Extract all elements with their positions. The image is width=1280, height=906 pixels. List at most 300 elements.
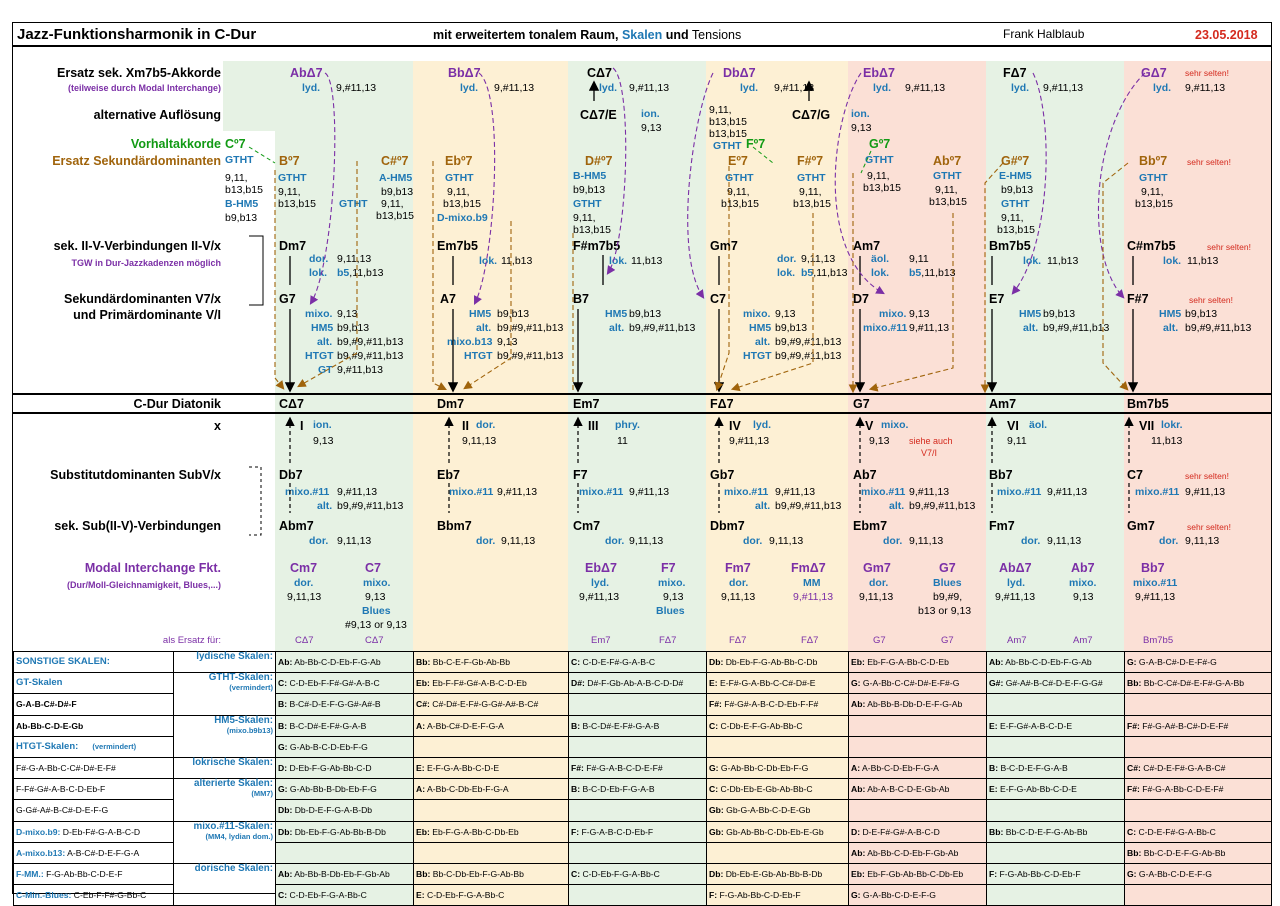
c5-mi1: Gm7 <box>863 561 891 575</box>
scale-cell: F#: F#-G#-A-B-C-D-Eb-F-F# <box>707 694 849 715</box>
c1-subv-alt: alt. <box>317 500 333 512</box>
c4-fsdim: F#º7 <box>797 154 824 168</box>
c7-subii: Gm7 <box>1127 519 1155 533</box>
scale-cell: C: C-D-E-F#-G-A-B-C <box>569 652 707 673</box>
c5-xm: EbΔ7 <box>863 66 895 80</box>
scale-cell: Gb: Gb-Ab-Bb-C-Db-Eb-E-Gb <box>707 821 849 842</box>
scale-cell <box>1125 800 1272 821</box>
c2-ext1: 9,11, <box>447 186 470 198</box>
c3-subv-ext: 9,#11,13 <box>629 486 670 498</box>
scale-row <box>14 715 1272 736</box>
c5-11b13: 11,b13 <box>924 267 956 279</box>
scale-cell: D: D-Eb-F-G-Ab-Bb-C-D <box>276 757 414 778</box>
c7-mi1-mixo: mixo.#11 <box>1133 577 1178 589</box>
sonstige-cell: HTGT-Skalen: (vermindert) <box>14 736 174 757</box>
c7-subii-ext: 9,11,13 <box>1185 535 1220 547</box>
scale-cell: Ab: Ab-Bb-C-D-Eb-F-Gb-Ab <box>849 842 987 863</box>
scale-cell <box>569 885 707 906</box>
c1-mi1: Cm7 <box>290 561 318 575</box>
c6-ii: Bm7b5 <box>989 239 1031 253</box>
c5-subv-mixo: mixo.#11 <box>861 486 906 498</box>
c5-subii-dor: dor. <box>883 535 903 547</box>
c5-mixo: mixo. <box>881 419 909 431</box>
page-title: Jazz-Funktionsharmonik in C-Dur <box>17 26 257 43</box>
c5-dia: G7 <box>853 397 870 411</box>
c3-mi2-blues: Blues <box>656 605 685 617</box>
c7-v-alt-ext: b9,#9,#11,b13 <box>1185 322 1252 334</box>
scale-cell <box>707 842 849 863</box>
label-iiv: sek. II-V-Verbindungen II-V/x <box>53 239 221 253</box>
scale-cell <box>569 800 707 821</box>
sonstige-cell: F-MM.: F-G-Ab-Bb-C-D-E-F <box>14 863 174 884</box>
scale-cell: G: G-A-Bb-C-D-E-F-G <box>1125 863 1272 884</box>
c6-dia: Am7 <box>989 397 1017 411</box>
c6-xm-lyd: lyd. <box>1011 82 1030 94</box>
c3-b9b13: b9,b13 <box>573 184 606 196</box>
scale-cell: C: C-Db-Eb-E-Gb-Ab-Bb-C <box>707 779 849 800</box>
c7-mi1: Bb7 <box>1141 561 1165 575</box>
c1-v-htgt-ext: b9,#9,#11,b13 <box>337 350 404 362</box>
scale-cell <box>707 736 849 757</box>
c7-subv: C7 <box>1127 468 1143 482</box>
c3-roman: III <box>588 419 599 433</box>
scale-cell: B: B-C-D#-E-F#-G-A-B <box>276 715 414 736</box>
c2-v-htgt-ext: b9,#9,#11,b13 <box>497 350 564 362</box>
c7-subv-mixo: mixo.#11 <box>1135 486 1180 498</box>
c5-ii-ext: 9,11 <box>909 253 929 265</box>
c7-xm: GΔ7 <box>1141 66 1167 80</box>
c7-v-sehr: sehr selten! <box>1189 295 1233 305</box>
scale-cell: B: B-C-D-Eb-F-G-A-B <box>569 779 707 800</box>
c5-ii-lok-ext: b5,11,b13 <box>909 267 956 279</box>
scale-cell: E: E-F#-G-A-Bb-C-C#-D#-E <box>707 673 849 694</box>
bracket-lines <box>249 236 263 535</box>
c5-g-ext1: 9,11, <box>867 170 890 182</box>
c2-gtht: GTHT <box>445 172 474 184</box>
c1-vorhalt: Cº7 <box>225 137 246 151</box>
scale-cell: Bb: Bb-C-D-E-F-G-Ab-Bb <box>987 821 1125 842</box>
c7-v-hm5: HM5 <box>1159 308 1182 320</box>
c3-subii-dor: dor. <box>605 535 625 547</box>
c2-v-hm5-ext: b9,b13 <box>497 308 530 320</box>
dominant-arrows <box>290 83 1133 390</box>
c4-ii-dor: dor. <box>777 253 797 265</box>
c5-g-ext2: b13,b15 <box>863 182 901 194</box>
c7-v: F#7 <box>1127 292 1149 306</box>
scale-cell: G: G-Ab-Bb-C-Db-Eb-F-G <box>707 757 849 778</box>
c4-b5: b5 <box>801 267 814 279</box>
scale-cell: G: G-Ab-B-C-D-Eb-F-G <box>276 736 414 757</box>
c2-ii-lok: lok. <box>479 255 498 267</box>
c4-dia: FΔ7 <box>710 397 734 411</box>
scale-cell: Bb: Bb-C-D-E-F-G-Ab-Bb <box>1125 842 1272 863</box>
scale-type-cell: dorische Skalen: <box>174 863 276 905</box>
c3-mi1: EbΔ7 <box>585 561 617 575</box>
c5-siehe1: siehe auch <box>909 436 953 446</box>
c5-subv: Ab7 <box>853 468 877 482</box>
c7-subii-sehr: sehr selten! <box>1187 522 1231 532</box>
label-ersatz-note: (teilweise durch Modal Interchange) <box>67 83 221 93</box>
c5-mi1-dor: dor. <box>869 577 889 589</box>
c6-roman: VI <box>1007 419 1019 433</box>
c3-mi1-lyd: lyd. <box>591 577 610 589</box>
c5-v-mixos11-ext: 9,#11,13 <box>909 322 950 334</box>
scale-row <box>14 779 1272 800</box>
c7-v-hm5-ext: b9,b13 <box>1185 308 1218 320</box>
c3-ii-lok: lok. <box>609 255 628 267</box>
c3-gtht: GTHT <box>573 198 602 210</box>
c6-gsdim: G#º7 <box>1001 154 1030 168</box>
c4-alt-c: b13,b15 <box>709 128 747 140</box>
c3-v-alt: alt. <box>609 322 625 334</box>
scale-cell: E: E-F-G-A-Bb-C-D-E <box>414 757 569 778</box>
c3-mi1-ext: 9,#11,13 <box>579 591 620 603</box>
ersatz-arrows <box>311 68 1145 303</box>
c2-subii: Bbm7 <box>437 519 472 533</box>
c4-mi1-dor: dor. <box>729 577 749 589</box>
scale-cell: F#: F#-G-A-Bb-C-D-E-F# <box>1125 779 1272 800</box>
c1-mi2-mixo: mixo. <box>363 577 391 589</box>
c2-roman: II <box>462 419 469 433</box>
c5-ii-lok: lok. <box>871 267 890 279</box>
scales-table <box>13 651 1272 906</box>
c1-subii-dor: dor. <box>309 535 329 547</box>
scale-cell: F#: F#-G-A#-B-C#-D-E-F# <box>1125 715 1272 736</box>
c1-xm-ext: 9,#11,13 <box>336 82 377 94</box>
c5-subii: Ebm7 <box>853 519 888 533</box>
scale-cell: C#: C#-D#-E-F#-G-G#-A#-B-C# <box>414 694 569 715</box>
c4-subv-alt: alt. <box>755 500 771 512</box>
label-ersatz-sd: Ersatz Sekundärdominanten <box>52 154 221 168</box>
c7-subii-dor: dor. <box>1159 535 1179 547</box>
c4-fs-gtht: GTHT <box>797 172 826 184</box>
scale-cell <box>569 842 707 863</box>
c4-v-htgt-ext: b9,#9,#11,b13 <box>775 350 842 362</box>
c4-e-gtht: GTHT <box>725 172 754 184</box>
c5-abdim: Abº7 <box>933 154 962 168</box>
c4-subv-ext: 9,#11,13 <box>775 486 816 498</box>
scale-cell: B: B-C-D#-E-F#-G-A-B <box>569 715 707 736</box>
c4-xm-lyd: lyd. <box>740 82 759 94</box>
scale-cell: E: C-D-Eb-F-G-A-Bb-C <box>414 885 569 906</box>
c3-alt-ion: ion. <box>641 108 660 120</box>
c6-mi1-ext: 9,#11,13 <box>995 591 1036 603</box>
c7-xm-lyd: lyd. <box>1153 82 1172 94</box>
c5-siehe2: V7/I <box>921 448 938 458</box>
c7-lokr-ext: 11,b13 <box>1151 435 1183 447</box>
scale-cell: G: G-A-Bb-C-C#-D#-E-F#-G <box>849 673 987 694</box>
scale-cell <box>276 842 414 863</box>
c4-ii-lok: lok. <box>777 267 796 279</box>
scale-cell <box>1125 885 1272 906</box>
label-ersatz: Ersatz sek. Xm7b5-Akkorde <box>57 66 221 80</box>
scale-cell: Db: Db-Eb-E-Gb-Ab-Bb-B-Db <box>707 863 849 884</box>
scale-cell: A: A-Bb-C#-D-E-F-G-A <box>414 715 569 736</box>
c1-e1: CΔ7 <box>295 635 314 646</box>
c4-v-hm5: HM5 <box>749 322 772 334</box>
c3-subii: Cm7 <box>573 519 601 533</box>
c1-mi2-blues: Blues <box>362 605 391 617</box>
c7-gtht: GTHT <box>1139 172 1168 184</box>
scale-cell <box>987 842 1125 863</box>
scale-row <box>14 757 1272 778</box>
c7-dia: Bm7b5 <box>1127 397 1169 411</box>
scale-cell <box>849 800 987 821</box>
scale-cell: Bb: Bb-C-C#-D#-E-F#-G-A-Bb <box>1125 673 1272 694</box>
c6-xm-ext: 9,#11,13 <box>1043 82 1084 94</box>
label-mi: Modal Interchange Fkt. <box>84 561 221 575</box>
scale-type-cell: GTHT-Skalen: (vermindert) <box>174 673 276 715</box>
scale-cell: Eb: Eb-F-G-A-Bb-C-D-Eb <box>849 652 987 673</box>
scale-type-cell: lydische Skalen: <box>174 652 276 673</box>
c5-mi2-blues: Blues <box>933 577 962 589</box>
c4-subii-dor: dor. <box>743 535 763 547</box>
c6-v-alt-ext: b9,#9,#11,b13 <box>1043 322 1110 334</box>
c5-ab-ext1: 9,11, <box>935 184 958 196</box>
scale-cell: A: A-Bb-C-D-Eb-F-G-A <box>849 757 987 778</box>
c4-v-mixo-ext: 9,13 <box>775 308 796 320</box>
label-mi-note: (Dur/Moll-Gleichnamigkeit, Blues,...) <box>66 580 221 590</box>
c1-ion: ion. <box>313 419 332 431</box>
scale-type-cell: lokrische Skalen: <box>174 757 276 778</box>
c4-fs-ext2: b13,b15 <box>793 198 831 210</box>
c2-csdim: C#º7 <box>381 154 409 168</box>
subtitle-skalen: Skalen <box>621 28 663 42</box>
vorhalt-arrows <box>249 147 871 173</box>
scale-cell: Ab: Ab-Bb-C-D-Eb-F-G-Ab <box>276 652 414 673</box>
c2-subii-dor: dor. <box>476 535 496 547</box>
c4-alt-a: 9,11, <box>709 104 732 116</box>
label-alt-aufl: alternative Auflösung <box>93 108 221 122</box>
c0-gtht: GTHT <box>225 154 254 166</box>
c5-v: D7 <box>853 292 869 306</box>
c4-edim: Eº7 <box>728 154 748 168</box>
scale-cell: Bb: Bb-C-Db-Eb-F-G-Ab-Bb <box>414 863 569 884</box>
scale-cell: C: C-D-E-F#-G-A-Bb-C <box>1125 821 1272 842</box>
c5-xm-ext: 9,#11,13 <box>905 82 946 94</box>
scale-cell <box>414 800 569 821</box>
c6-v-hm5-ext: b9,b13 <box>1043 308 1076 320</box>
c7-xm-sehr: sehr selten! <box>1185 68 1229 78</box>
c4-fs-ext1: 9,11, <box>799 186 822 198</box>
c4-subii: Dbm7 <box>710 519 745 533</box>
c4-mi2-mm: MM <box>803 577 821 589</box>
c2-v-alt-ext: b9,#9,#11,b13 <box>497 322 564 334</box>
sonstige-cell: GT-Skalen <box>14 673 174 694</box>
c3-v: B7 <box>573 292 589 306</box>
c4-ii: Gm7 <box>710 239 738 253</box>
sonstige-cell: Ab-Bb-C-D-E-Gb <box>14 715 174 736</box>
c1-subv: Db7 <box>279 468 303 482</box>
c4-alt-b: b13,b15 <box>709 116 747 128</box>
c5-mi2: G7 <box>939 561 956 575</box>
c4-mi2: FmΔ7 <box>791 561 826 575</box>
sonstige-cell: C-Min.-Blues: C-Eb-F-F#-G-Bb-C <box>14 885 174 906</box>
c6-ii-lok: lok. <box>1023 255 1042 267</box>
c1-subii-ext: 9,11,13 <box>337 535 372 547</box>
scale-cell: G#: G#-A#-B-C#-D-E-F-G-G# <box>987 673 1125 694</box>
c1-v: G7 <box>279 292 296 306</box>
c1-v-alt-ext: b9,#9,#11,b13 <box>337 336 404 348</box>
c1-ext2: b13,b15 <box>278 198 316 210</box>
c7-lokr: lokr. <box>1161 419 1183 431</box>
c1-roman: I <box>300 419 304 433</box>
c5-mi1-ext: 9,11,13 <box>859 591 894 603</box>
c7-bbdim: Bbº7 <box>1139 154 1168 168</box>
c5-ion: ion. <box>851 108 870 120</box>
c2-v-htgt: HTGT <box>464 350 493 362</box>
c2-ext2: b13,b15 <box>443 198 481 210</box>
scale-cell: C: C-D-Eb-F-G-A-Bb-C <box>276 885 414 906</box>
c6-ext1: 9,11, <box>1001 212 1024 224</box>
c0-ext1: 9,11, <box>225 172 248 184</box>
scale-cell: F#: F#-G-A-B-C-D-E-F# <box>569 757 707 778</box>
c1-b5: b5 <box>337 267 350 279</box>
sonstige-cell: G-A-B-C#-D#-F <box>14 694 174 715</box>
c1-mi2: C7 <box>365 561 381 575</box>
c1-dia: CΔ7 <box>279 397 304 411</box>
c4-subv: Gb7 <box>710 468 735 482</box>
c5-ii-aeol: äol. <box>871 253 890 265</box>
c1-ii-lok: lok. <box>309 267 328 279</box>
c6-subv-mixo: mixo.#11 <box>997 486 1042 498</box>
scales-table-body <box>14 652 1272 906</box>
scale-cell: Ab: Ab-Bb-C-D-Eb-F-G-Ab <box>987 652 1125 673</box>
c5-v-mixos11: mixo.#11 <box>863 322 908 334</box>
scale-cell <box>849 715 987 736</box>
scale-cell: C#: C#-D-E-F#-G-A-B-C# <box>1125 757 1272 778</box>
scale-cell <box>569 694 707 715</box>
c4-f7: Fº7 <box>746 137 766 151</box>
c3-dia: Em7 <box>573 397 600 411</box>
label-tgw: TGW in Dur-Jazzkadenzen möglich <box>71 258 221 268</box>
ersatzsd-arrows <box>275 161 1128 391</box>
function-arrows <box>13 23 1271 651</box>
c6-ehm5: E-HM5 <box>999 170 1032 182</box>
scale-cell: G: G-Ab-Bb-B-Db-Eb-F-G <box>276 779 414 800</box>
c7-e1: Bm7b5 <box>1143 635 1174 646</box>
c6-mi1-lyd: lyd. <box>1007 577 1026 589</box>
c6-mi2-mixo: mixo. <box>1069 577 1097 589</box>
scale-type-cell: alterierte Skalen: (MM7) <box>174 779 276 821</box>
c5-ion-ext: 9,13 <box>851 122 872 134</box>
c1-subv-ext: 9,#11,13 <box>337 486 378 498</box>
c7-ext1: 9,11, <box>1141 186 1164 198</box>
scale-cell: A: A-Bb-C-Db-Eb-F-G-A <box>414 779 569 800</box>
c1-mi1-ext: 9,11,13 <box>287 591 322 603</box>
c5-v-mixo-ext: 9,13 <box>909 308 930 320</box>
scale-cell: Ab: Ab-Bb-B-Db-Eb-F-Gb-Ab <box>276 863 414 884</box>
c3-subii-ext: 9,11,13 <box>629 535 664 547</box>
label-subiiv: sek. Sub(II-V)-Verbindungen <box>54 519 221 533</box>
c1-xm-lyd: lyd. <box>302 82 321 94</box>
subv-arrows <box>290 419 1129 513</box>
c0-bhm5: B-HM5 <box>225 198 259 210</box>
scale-cell: C: C-Db-E-F-G-Ab-Bb-C <box>707 715 849 736</box>
sonstige-cell: F#-G-A-Bb-C-C#-D#-E-F# <box>14 757 174 778</box>
c2-xm-lyd: lyd. <box>460 82 479 94</box>
c2-c-ext2: b13,b15 <box>376 210 414 222</box>
c3-v-alt-ext: b9,#9,#11,b13 <box>629 322 696 334</box>
c1-v-hm5-ext: b9,b13 <box>337 322 370 334</box>
c3-v-hm5-ext: b9,b13 <box>629 308 662 320</box>
c3-xm-lyd: lyd. <box>599 82 618 94</box>
c5-mi2-a: b9,#9, <box>933 591 963 603</box>
c6-subii: Fm7 <box>989 519 1015 533</box>
c1-subv-alt-ext: b9,#9,#11,b13 <box>337 500 404 512</box>
c6-mi2-ext: 9,13 <box>1073 591 1094 603</box>
scale-cell <box>414 842 569 863</box>
c6-subii-dor: dor. <box>1021 535 1041 547</box>
c1-mi2-blues-ext: #9,13 or 9,13 <box>345 619 407 631</box>
c1-ii-lok-ext: b5,11,b13 <box>337 267 384 279</box>
c1-ii: Dm7 <box>279 239 307 253</box>
c2-v-mixob13-ext: 9,13 <box>497 336 518 348</box>
c5-ab-ext2: b13,b15 <box>929 196 967 208</box>
scale-cell: Eb: Eb-F-G-A-Bb-C-Db-Eb <box>414 821 569 842</box>
c1-mi1-dor: dor. <box>294 577 314 589</box>
c2-dia: Dm7 <box>437 397 465 411</box>
c5-xm-lyd: lyd. <box>873 82 892 94</box>
scale-cell: Ab: Ab-A-B-C-D-E-Gb-Ab <box>849 779 987 800</box>
c1-v-mixo: mixo. <box>305 308 333 320</box>
c3-ii-ext: 11,b13 <box>631 255 663 267</box>
c0-b9b13: b9,b13 <box>225 212 258 224</box>
c5-subv-alt: alt. <box>889 500 905 512</box>
c5-subii-ext: 9,11,13 <box>909 535 944 547</box>
sonstige-cell: D-mixo.b9: D-Eb-F#-G-A-B-C-D <box>14 821 174 842</box>
c1-subii: Abm7 <box>279 519 314 533</box>
scale-cell: B: B-C#-D-E-F-G-G#-A#-B <box>276 694 414 715</box>
c2-ii: Em7b5 <box>437 239 478 253</box>
c6-v-hm5: HM5 <box>1019 308 1042 320</box>
label-diatonik: C-Dur Diatonik <box>133 397 221 411</box>
c7-ext2: b13,b15 <box>1135 198 1173 210</box>
scale-cell <box>1125 736 1272 757</box>
c2-ahm5: A-HM5 <box>379 172 413 184</box>
scale-cell <box>569 736 707 757</box>
c5-subv-ext: 9,#11,13 <box>909 486 950 498</box>
scale-cell: Db: Db-Eb-F-G-Ab-Bb-B-Db <box>276 821 414 842</box>
label-vorhalt: Vorhaltakkorde <box>130 137 221 151</box>
c6-e1: Am7 <box>1007 635 1027 646</box>
c3-xm: CΔ7 <box>587 66 612 80</box>
c2-v-alt: alt. <box>476 322 492 334</box>
c1-subv-mixo: mixo.#11 <box>285 486 330 498</box>
c1-gtht: GTHT <box>278 172 307 184</box>
scale-cell: F: F-G-A-B-C-D-Eb-F <box>569 821 707 842</box>
sonstige-cell: F-F#-G#-A-B-C-D-Eb-F <box>14 779 174 800</box>
author: Frank Halblaub <box>1003 27 1085 41</box>
c7-subv-sehr: sehr selten! <box>1185 471 1229 481</box>
c1-ii-dor: dor. <box>309 253 329 265</box>
c1-v-mixo-ext: 9,13 <box>337 308 358 320</box>
scale-cell: Ab: Ab-Bb-B-Db-D-E-F-G-Ab <box>849 694 987 715</box>
c4-ii-lok-ext: b5,11,b13 <box>801 267 848 279</box>
c6-xm: FΔ7 <box>1003 66 1027 80</box>
c3-xm-ext: 9,#11,13 <box>629 82 670 94</box>
c2-xm: BbΔ7 <box>448 66 481 80</box>
scale-row <box>14 863 1272 884</box>
c5-e1: G7 <box>873 635 886 646</box>
c2-b9b13: b9,b13 <box>381 186 414 198</box>
subtitle-tensions: Tensions <box>691 28 742 42</box>
c5-ab-gtht: GTHT <box>933 170 962 182</box>
c5-b5: b5 <box>909 267 922 279</box>
c6-subii-ext: 9,11,13 <box>1047 535 1082 547</box>
c2-dor: dor. <box>476 419 496 431</box>
c2-subv: Eb7 <box>437 468 460 482</box>
